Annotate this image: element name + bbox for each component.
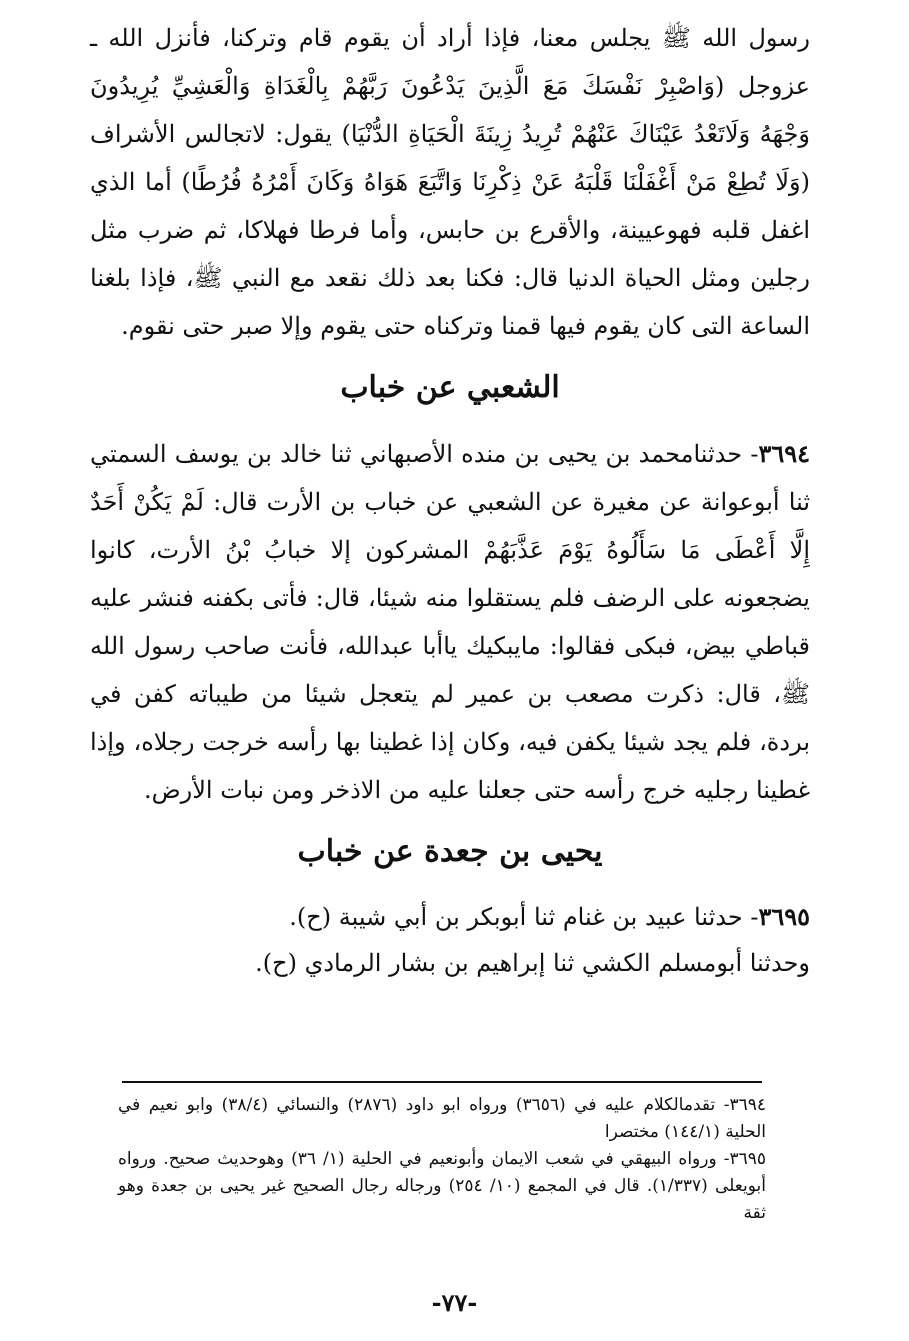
hadith-number: ٣٦٩٤ bbox=[758, 439, 810, 468]
hadith-text: - حدثنامحمد بن يحيى بن منده الأصبهاني ثنا خالد بن يوسف السمتي ثنا أبوعوانة عن مغيرة عن الشعبي عن خباب بن الأرت قال: لَمْ يَكُنْ أَحَدٌ إِلَّا أَعْطَى مَا سَأَلُوهُ يَوْمَ عَذَّبَهُمْ المشركون إلا خبابُ بْنُ الأرت، كانوا يضجعونه على الرضف فلم يستقلوا منه شيئا، قال: فأتى بكفنه فنشر عليه قباطي بيض، فبكى فقالوا: مايبكيك ياأبا عبدالله، فأنت صاحب رسول الله ﷺ، قال: ذكرت مصعب بن عمير لم يتعجل شيئا من طيباته كفن في بردة، فلم يجد شيئا يكفن فيه، وكان إذا غطينا بها رأسه خرجت رجلاه، وإذا غطينا رجليه خرج رأسه حتى جعلنا عليه من الاذخر ومن نبات الأرض. bbox=[90, 440, 811, 804]
section-heading-yahya: يحيى بن جعدة عن خباب bbox=[297, 834, 603, 869]
intro-paragraph: رسول الله ﷺ يجلس معنا، فإذا أراد أن يقوم قام وتركنا، فأنزل الله ـ عزوجل (وَاصْبِرْ نَفْسَكَ مَعَ الَّذِينَ يَدْعُونَ رَبَّهُمْ بِالْغَدَاةِ وَالْعَشِيِّ يُرِيدُونَ وَجْهَهُ وَلَاتَعْدُ عَيْنَاكَ عَنْهُمْ تُرِيدُ زِينَةَ الْحَيَاةِ الدُّنْيَا) يقول: لاتجالس الأشراف (وَلَا تُطِعْ مَنْ أَغْفَلْنَا قَلْبَهُ عَنْ ذِكْرِنَا وَاتَّبَعَ هَوَاهُ وَكَانَ أَمْرُهُ فُرُطًا) أما الذي اغفل قلبه فهوعيينة، والأقرع بن حابس، وأما فرطا فهلاكا، ثم ضرب مثل رجلين ومثل الحياة الدنيا قال: فكنا بعد ذلك نقعد مع النبي ﷺ، فإذا بلغنا الساعة التى كان يقوم فيها قمنا وتركناه حتى يقوم وإلا صبر حتى نقوم. bbox=[90, 24, 810, 340]
hadith-text: - حدثنا عبيد بن غنام ثنا أبوبكر بن أبي شيبة (ح). bbox=[289, 903, 759, 931]
footnotes bbox=[118, 1092, 766, 1227]
hadith-3695-line2: وحدثنا أبومسلم الكشي ثنا إبراهيم بن بشار الرمادي (ح). bbox=[255, 949, 810, 977]
footnote-3695: ٣٦٩٥- ورواه البيهقي في شعب الايمان وأبونعيم في الحلية (١/ ٣٦) وهوحديث صحيح. ورواه أبويعلى (١/٣٣٧). قال في المجمع (١٠/ ٢٥٤) ورجاله رجال الصحيح غير يحيى بن جعدة وهو ثقة bbox=[118, 1149, 766, 1223]
page-body bbox=[90, 14, 810, 986]
page-number: -٧٧- bbox=[431, 1288, 478, 1317]
footnote-3694: ٣٦٩٤- تقدمالكلام عليه في (٣٦٥٦) ورواه ابو داود (٢٨٧٦) والنسائي (٣٨/٤) وابو نعيم في الحلية (١٤٤/١) مختصرا bbox=[118, 1095, 766, 1142]
hadith-3694 bbox=[90, 430, 810, 814]
hadith-number: ٣٦٩٥ bbox=[758, 902, 810, 931]
footnote-divider bbox=[122, 1081, 762, 1083]
section-heading-shaabi: الشعبي عن خباب bbox=[340, 370, 560, 405]
hadith-3695-line1 bbox=[90, 894, 810, 940]
